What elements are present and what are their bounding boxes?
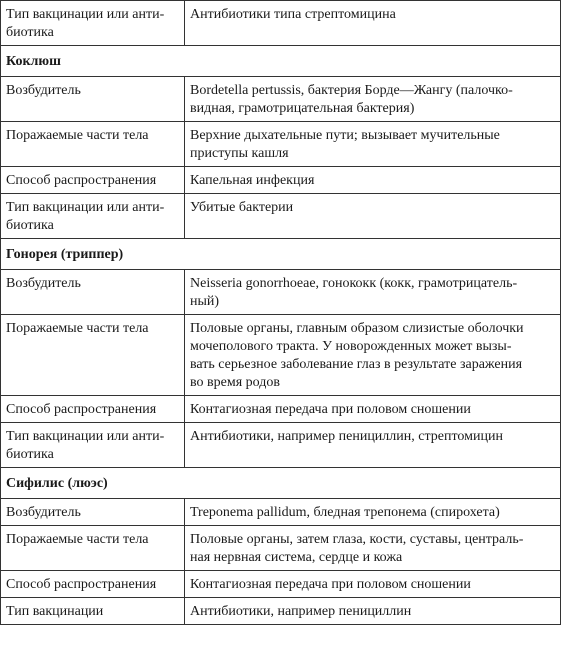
row-value: Антибиотики типа стрептомицина: [185, 1, 561, 46]
table-row: [1, 396, 561, 423]
row-value: Treponema pallidum, бледная трепонема (спирохета): [185, 499, 561, 526]
table-row: [1, 122, 561, 167]
section-heading-row: [1, 468, 561, 499]
row-label: Способ распространения: [1, 167, 185, 194]
section-title: Коклюш: [1, 46, 561, 77]
section-heading-row: [1, 239, 561, 270]
table-row: [1, 77, 561, 122]
row-label: Возбудитель: [1, 77, 185, 122]
row-value: Половые органы, затем глаза, кости, суставы, централь- ная нервная система, сердце и кожа: [185, 526, 561, 571]
row-label: Поражаемые части тела: [1, 526, 185, 571]
table-row: [1, 167, 561, 194]
table-row: [1, 315, 561, 396]
row-value: Антибиотики, например пенициллин: [185, 598, 561, 625]
table-row: [1, 423, 561, 468]
row-label: Возбудитель: [1, 499, 185, 526]
table-row: [1, 571, 561, 598]
table-row: [1, 194, 561, 239]
section-heading-row: [1, 46, 561, 77]
row-label: Тип вакцинации или анти- биотика: [1, 194, 185, 239]
table-row: [1, 1, 561, 46]
row-label: Поражаемые части тела: [1, 315, 185, 396]
row-value: Антибиотики, например пенициллин, стрептомицин: [185, 423, 561, 468]
row-value: Верхние дыхательные пути; вызывает мучительные приступы кашля: [185, 122, 561, 167]
table-row: [1, 598, 561, 625]
row-label: Поражаемые части тела: [1, 122, 185, 167]
row-value: Половые органы, главным образом слизистые оболочки мочеполового тракта. У новорожденных может вызы- вать серьезное заболевание глаз в результате заражения во время родов: [185, 315, 561, 396]
row-label: Способ распространения: [1, 571, 185, 598]
row-label: Возбудитель: [1, 270, 185, 315]
row-label: Тип вакцинации или анти- биотика: [1, 1, 185, 46]
row-value: Контагиозная передача при половом сношении: [185, 571, 561, 598]
row-label: Тип вакцинации или анти- биотика: [1, 423, 185, 468]
row-value: Bordetella pertussis, бактерия Борде—Жангу (палочко- видная, грамотрицательная бактерия): [185, 77, 561, 122]
row-value: Убитые бактерии: [185, 194, 561, 239]
table-row: [1, 499, 561, 526]
row-label: Способ распространения: [1, 396, 185, 423]
row-value: Капельная инфекция: [185, 167, 561, 194]
row-label: Тип вакцинации: [1, 598, 185, 625]
row-value: Neisseria gonorrhoeae, гонококк (кокк, грамотрицатель- ный): [185, 270, 561, 315]
row-value: Контагиозная передача при половом сношении: [185, 396, 561, 423]
section-title: Гонорея (триппер): [1, 239, 561, 270]
table-row: [1, 526, 561, 571]
table-row: [1, 270, 561, 315]
section-title: Сифилис (люэс): [1, 468, 561, 499]
